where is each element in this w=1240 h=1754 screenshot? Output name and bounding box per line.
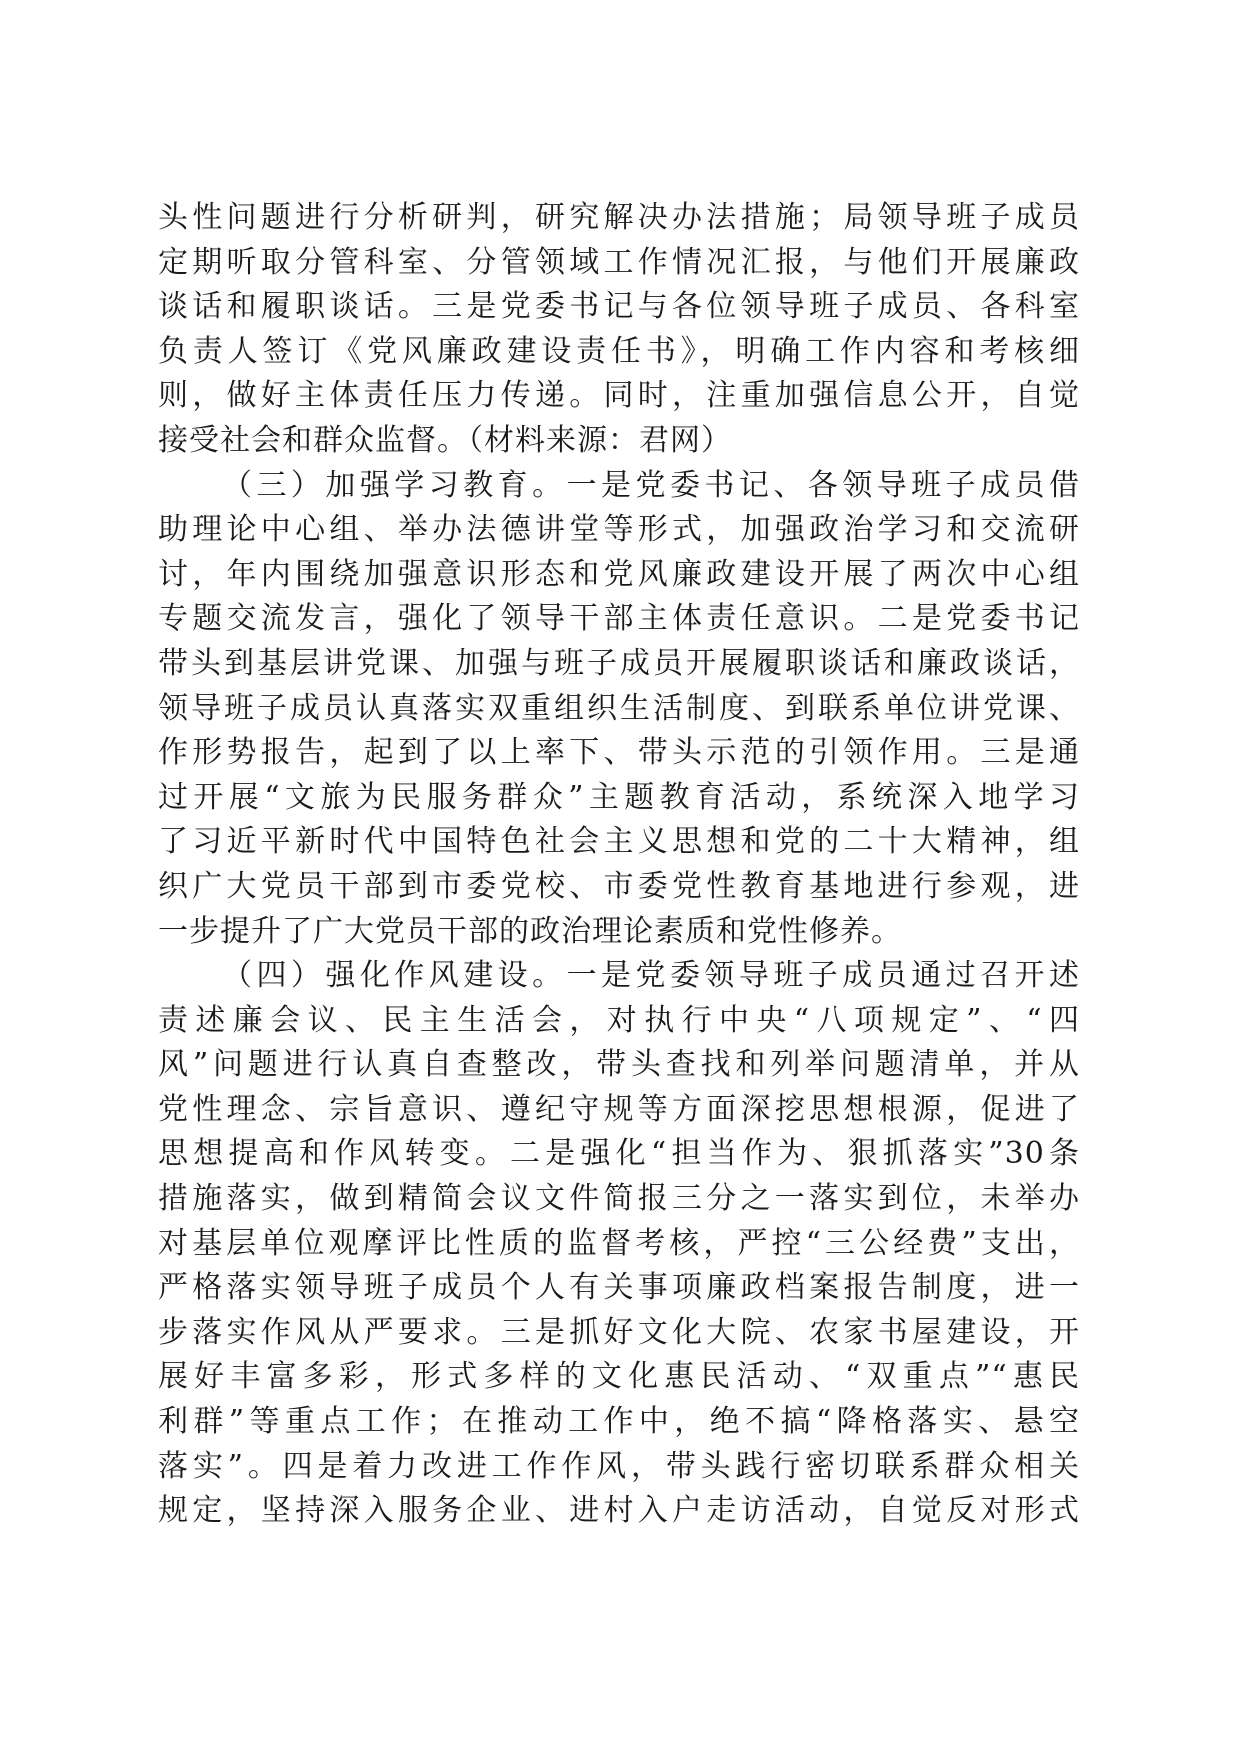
section-4-first-line: （四）强化作风建设。一是党委领导班子成员通过召开述 — [222, 958, 1080, 994]
text-line: 步落实作风从严要求。三是抓好文化大院、农家书屋建设，开 — [158, 1314, 1080, 1350]
text-line: 专题交流发言，强化了领导干部主体责任意识。二是党委书记 — [158, 601, 1080, 637]
text-line: 措施落实，做到精简会议文件简报三分之一落实到位，未举办 — [158, 1181, 1080, 1217]
text-line: 讨，年内围绕加强意识形态和党风廉政建设开展了两次中心组 — [158, 556, 1080, 592]
text-line: 利群”等重点工作；在推动工作中，绝不搞“降格落实、悬空 — [158, 1404, 1080, 1440]
text-line: 思想提高和作风转变。二是强化“担当作为、狠抓落实”30条 — [158, 1136, 1080, 1172]
text-line: 展好丰富多彩，形式多样的文化惠民活动、“双重点”“惠民 — [158, 1359, 1080, 1395]
text-line: 接受社会和群众监督。（材料来源：君网） — [158, 422, 732, 458]
text-line: 落实”。四是着力改进工作作风，带头践行密切联系群众相关 — [158, 1448, 1080, 1484]
text-line: 则，做好主体责任压力传递。同时，注重加强信息公开，自觉 — [158, 378, 1080, 414]
text-line: 谈话和履职谈话。三是党委书记与各位领导班子成员、各科室 — [158, 289, 1080, 325]
text-line: 规定，坚持深入服务企业、进村入户走访活动，自觉反对形式 — [158, 1493, 1080, 1529]
text-line: 定期听取分管科室、分管领域工作情况汇报，与他们开展廉政 — [158, 244, 1080, 280]
text-line: 责述廉会议、民主生活会，对执行中央“八项规定”、“四 — [158, 1002, 1080, 1038]
text-line: 织广大党员干部到市委党校、市委党性教育基地进行参观，进 — [158, 868, 1080, 904]
text-line: 作形势报告，起到了以上率下、带头示范的引领作用。三是通 — [158, 735, 1080, 771]
body-text — [158, 196, 1080, 1534]
text-line: 头性问题进行分析研判，研究解决办法措施；局领导班子成员 — [158, 200, 1080, 235]
text-line: 党性理念、宗旨意识、遵纪守规等方面深挖思想根源，促进了 — [158, 1091, 1080, 1127]
text-line: 了习近平新时代中国特色社会主义思想和党的二十大精神，组 — [158, 824, 1080, 860]
text-line: 风”问题进行认真自查整改，带头查找和列举问题清单，并从 — [158, 1047, 1080, 1083]
text-line: 过开展“文旅为民服务群众”主题教育活动，系统深入地学习 — [158, 779, 1080, 815]
text-line: 领导班子成员认真落实双重组织生活制度、到联系单位讲党课、 — [158, 690, 1080, 726]
text-line: 对基层单位观摩评比性质的监督考核，严控“三公经费”支出， — [158, 1225, 1080, 1261]
text-line: 负责人签订《党风廉政建设责任书》，明确工作内容和考核细 — [158, 333, 1080, 369]
text-line: 严格落实领导班子成员个人有关事项廉政档案报告制度，进一 — [158, 1270, 1080, 1306]
text-line: 一步提升了广大党员干部的政治理论素质和党性修养。 — [158, 913, 902, 949]
section-3-first-line: （三）加强学习教育。一是党委书记、各领导班子成员借 — [222, 467, 1080, 503]
text-line: 带头到基层讲党课、加强与班子成员开展履职谈话和廉政谈话， — [158, 645, 1080, 681]
text-line: 助理论中心组、举办法德讲堂等形式，加强政治学习和交流研 — [158, 512, 1080, 548]
